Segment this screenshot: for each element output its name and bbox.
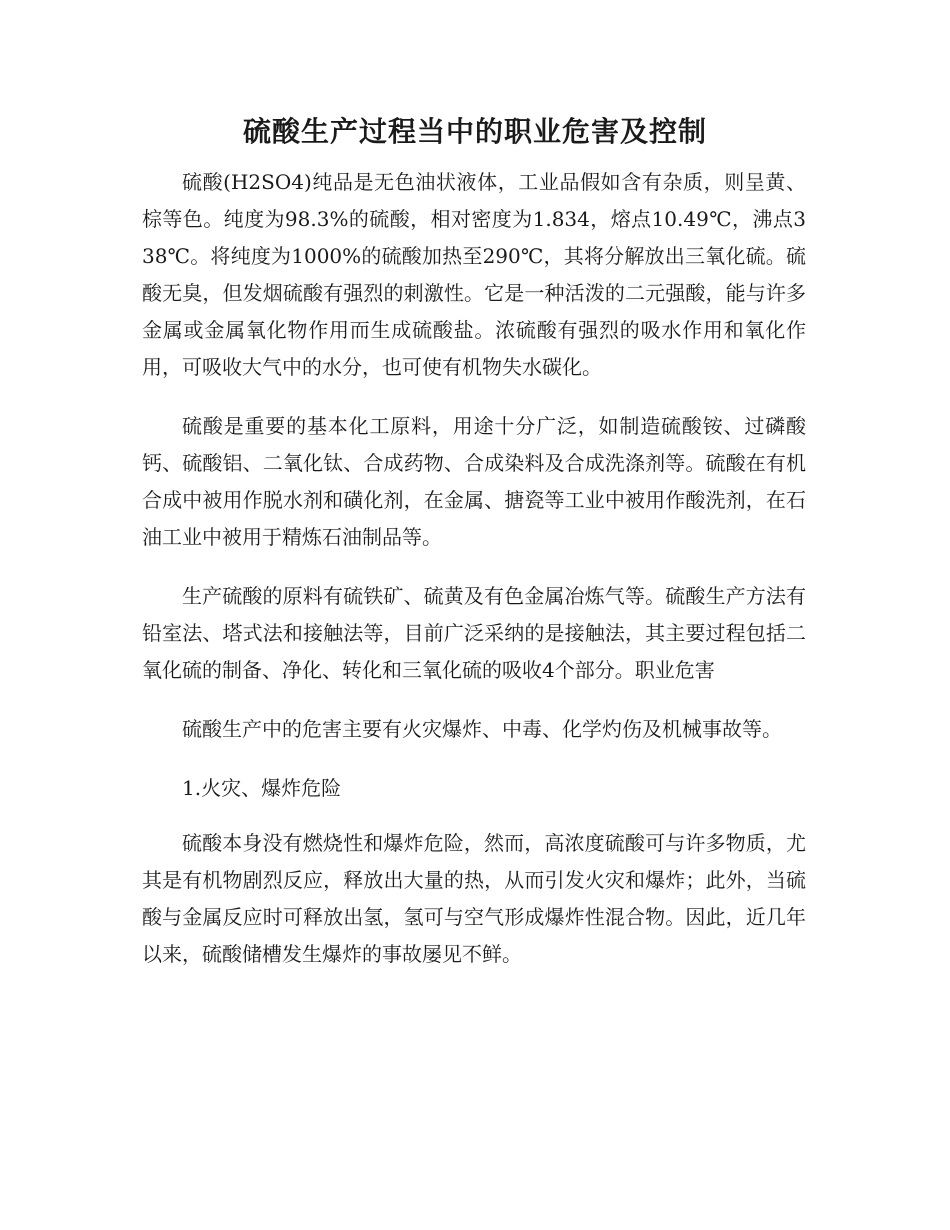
paragraph-fire-explosion: 硫酸本身没有燃烧性和爆炸危险，然而，高浓度硫酸可与许多物质，尤其是有机物剧烈反应，释放出大量的热，从而引发火灾和爆炸；此外，当硫酸与金属反应时可释放出氢，氢可与空气形成爆炸性混合物。因此，近几年以来，硫酸储槽发生爆炸的事故屡见不鲜。 [142,831,806,966]
paragraph-properties: 硫酸(H2SO4)纯品是无色油状液体，工业品假如含有杂质，则呈黄、棕等色。纯度为98.3%的硫酸，相对密度为1.834，熔点10.49℃，沸点338℃。将纯度为1000%的硫酸加热至290℃，其将分解放出三氧化硫。硫酸无臭，但发烟硫酸有强烈的刺激性。它是一种活泼的二元强酸，能与许多金属或金属氧化物作用而生成硫酸盐。浓硫酸有强烈的吸水作用和氧化作用，可吸收大气中的水分，也可使有机物失水碳化。 [142,170,806,379]
document-body [142,164,806,995]
section-heading-fire-explosion: 1.火灾、爆炸危险 [182,776,342,800]
paragraph-uses: 硫酸是重要的基本化工原料，用途十分广泛，如制造硫酸铵、过磷酸钙、硫酸铝、二氧化钛、合成药物、合成染料及合成洗涤剂等。硫酸在有机合成中被用作脱水剂和磺化剂，在金属、搪瓷等工业中被用作酸洗剂，在石油工业中被用于精炼石油制品等。 [142,414,806,549]
paragraph-production: 生产硫酸的原料有硫铁矿、硫黄及有色金属冶炼气等。硫酸生产方法有铅室法、塔式法和接触法等，目前广泛采纳的是接触法，其主要过程包括二氧化硫的制备、净化、转化和三氧化硫的吸收4个部分。职业危害 [142,584,806,682]
document-title: 硫酸生产过程当中的职业危害及控制 [242,115,707,148]
paragraph-hazards: 硫酸生产中的危害主要有火灾爆炸、中毒、化学灼伤及机械事故等。 [182,717,782,741]
